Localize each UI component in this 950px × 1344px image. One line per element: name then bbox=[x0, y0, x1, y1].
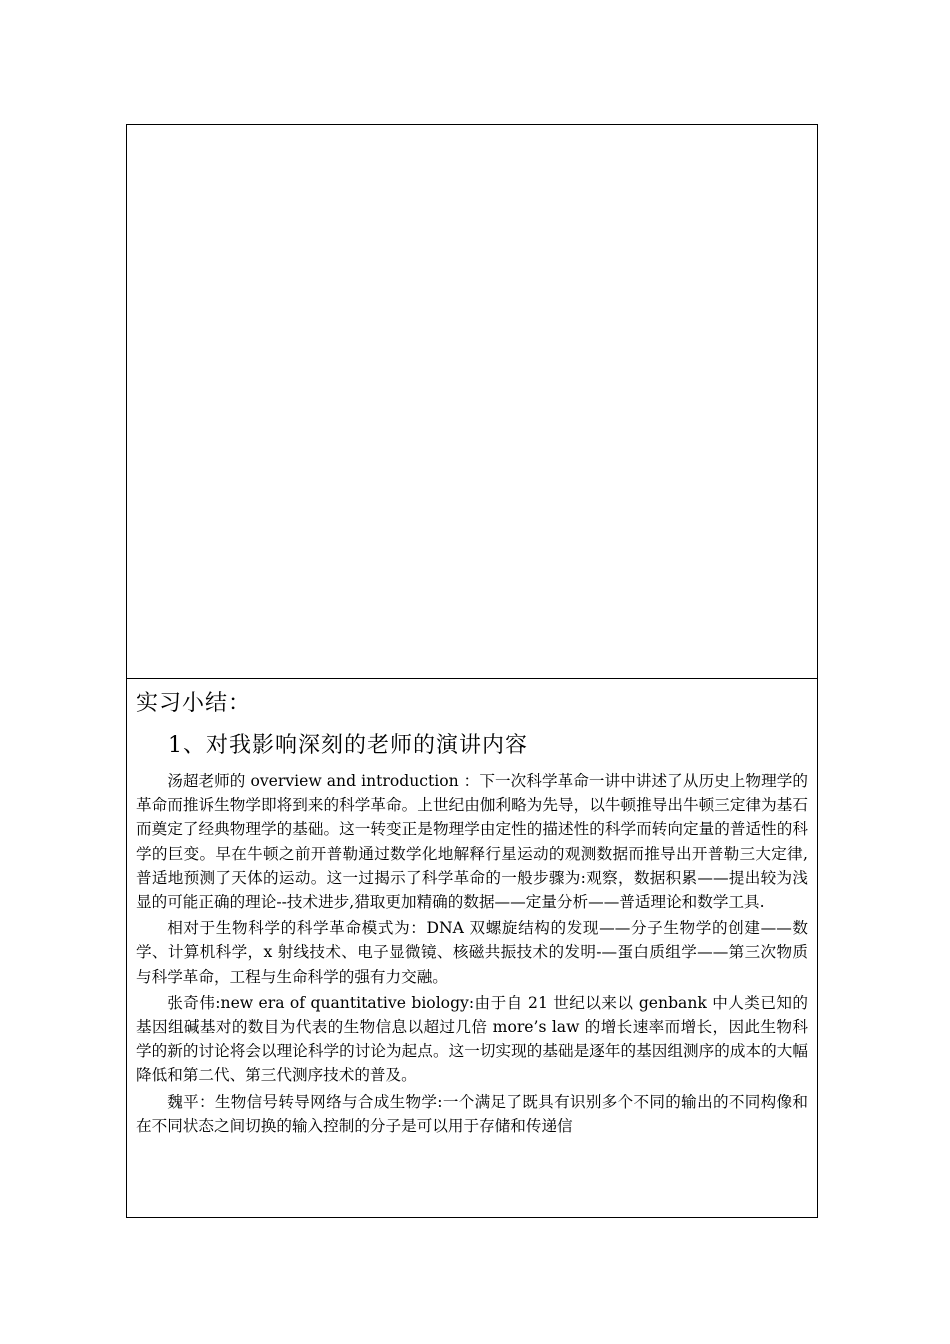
section-title: 1、对我影响深刻的老师的演讲内容 bbox=[168, 733, 528, 758]
paragraph-bio-revolution: 相对于生物科学的科学革命模式为：DNA 双螺旋结构的发现——分子生物学的创建——数学、计算机科学，x 射线技术、电子显微镜、核磁共振技术的发明-—蛋白质组学——第三次物质与科学革命，工程与生命科学的强有力交融。 bbox=[136, 919, 808, 986]
paragraph-wei-ping: 魏平：生物信号转导网络与合成生物学:一个满足了既具有识别多个不同的输出的不同构像和在不同状态之间切换的输入控制的分子是可以用于存储和传递信 bbox=[136, 1092, 808, 1135]
paragraph-tang-chao: 汤超老师的 overview and introduction ：下一次科学革命一讲中讲述了从历史上物理学的革命而推诉生物学即将到来的科学革命。上世纪由伽利略为先导，以牛顿推导出牛顿三定律为基石而奠定了经典物理学的基础。这一转变正是物理学由定性的描述性的科学而转向定量的普适性的科学的巨变。早在牛顿之前开普勒通过数学化地解释行星运动的观测数据而推导出开普勒三大定律,普适地预测了天体的运动。这一过揭示了科学革命的一般步骤为:观察，数据积累——提出较为浅显的可能正确的理论--技术进步,猎取更加精确的数据——定量分析——普适理论和数学工具. bbox=[136, 772, 808, 912]
paragraph-zhang-qiwei: 张奇伟:new era of quantitative biology:由于自 21 世纪以来以 genbank 中人类已知的基因组碱基对的数目为代表的生物信息以超过几倍 more’s law 的增长速率而增长，因此生物科学的新的讨论将会以理论科学的讨论为起点。这一切实现的基础是逐年的基因组测序的成本的大幅降低和第二代、第三代测序技术的普及。 bbox=[136, 993, 808, 1085]
report-table bbox=[126, 124, 818, 1218]
blank-table-cell bbox=[127, 125, 817, 679]
summary-table-cell bbox=[127, 679, 817, 1217]
summary-heading: 实习小结： bbox=[136, 691, 252, 716]
